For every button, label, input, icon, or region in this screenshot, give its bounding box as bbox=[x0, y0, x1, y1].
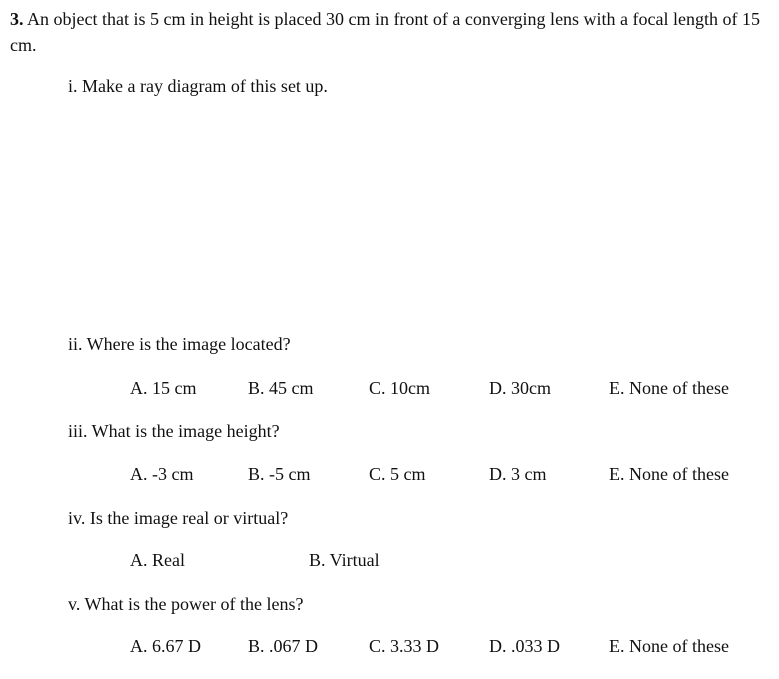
part-v-choices bbox=[0, 635, 779, 657]
part-ii-choices bbox=[0, 377, 779, 399]
part-v-choice-a[interactable]: A. 6.67 D bbox=[130, 636, 201, 656]
part-iv-choice-a[interactable]: A. Real bbox=[130, 550, 185, 570]
part-v-choice-e[interactable]: E. None of these bbox=[609, 636, 729, 656]
part-ii-choice-b[interactable]: B. 45 cm bbox=[248, 378, 314, 398]
part-iii-choice-a[interactable]: A. -3 cm bbox=[130, 464, 194, 484]
part-iv-choices bbox=[0, 549, 779, 571]
part-v-choice-c[interactable]: C. 3.33 D bbox=[369, 636, 440, 656]
part-v-prompt: v. What is the power of the lens? bbox=[68, 594, 304, 614]
part-ii-prompt: ii. Where is the image located? bbox=[68, 334, 291, 354]
question-stem bbox=[10, 6, 765, 58]
question-number: 3. bbox=[10, 9, 24, 29]
question-text: An object that is 5 cm in height is placed 30 cm in front of a converging lens with a focal length of 15 cm. bbox=[10, 9, 761, 55]
part-iv-prompt: iv. Is the image real or virtual? bbox=[68, 508, 289, 528]
part-iii-prompt: iii. What is the image height? bbox=[68, 421, 280, 441]
part-ii-choice-e[interactable]: E. None of these bbox=[609, 378, 729, 398]
ray-diagram-space bbox=[68, 110, 748, 320]
part-iii-choice-d[interactable]: D. 3 cm bbox=[489, 464, 547, 484]
part-v-choice-d[interactable]: D. .033 D bbox=[489, 636, 560, 656]
part-ii-choice-c[interactable]: C. 10cm bbox=[369, 378, 430, 398]
part-ii-choice-d[interactable]: D. 30cm bbox=[489, 378, 551, 398]
part-i-prompt: i. Make a ray diagram of this set up. bbox=[68, 76, 328, 96]
part-iii-choice-c[interactable]: C. 5 cm bbox=[369, 464, 426, 484]
part-ii-choice-a[interactable]: A. 15 cm bbox=[130, 378, 197, 398]
part-iii-choices bbox=[0, 463, 779, 485]
part-iii-choice-e[interactable]: E. None of these bbox=[609, 464, 729, 484]
part-v-choice-b[interactable]: B. .067 D bbox=[248, 636, 319, 656]
part-iii-choice-b[interactable]: B. -5 cm bbox=[248, 464, 311, 484]
part-iv-choice-b[interactable]: B. Virtual bbox=[309, 550, 380, 570]
